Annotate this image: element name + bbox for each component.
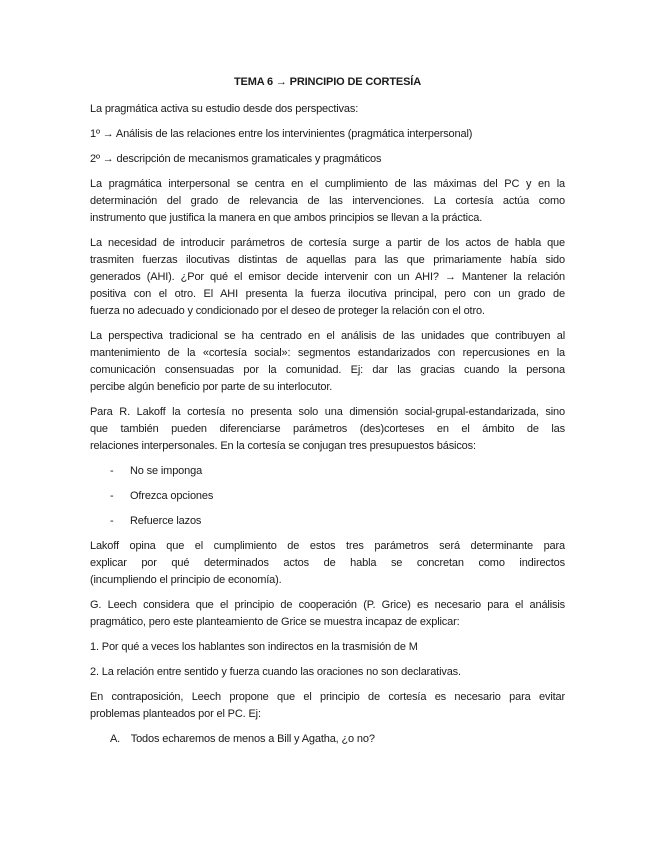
text-line: La pragmática interpersonal se centra en el cumplimiento de las máximas del PC y en la xyxy=(90,178,565,190)
text-line: problemas planteados por el PC. Ej: xyxy=(90,708,261,720)
text-line: La perspectiva tradicional se ha centrado en el análisis de las unidades que contribuyen al xyxy=(90,330,565,342)
bullet-marker: - xyxy=(110,515,114,527)
paragraph-interpersonal xyxy=(90,176,565,227)
paragraph-leech xyxy=(90,597,565,631)
text-line: La necesidad de introducir parámetros de cortesía surge a partir de los actos de habla que xyxy=(90,237,565,249)
paragraph-tradicional xyxy=(90,328,565,396)
text-line: explicar por qué determinados actos de habla se concretan como indirectos xyxy=(90,557,565,569)
paragraph-lakoff xyxy=(90,404,565,455)
text-line: que también pueden diferenciarse parámetros (des)corteses en el ámbito de las xyxy=(90,423,565,435)
text-line: generados (AHI). ¿Por qué el emisor decide intervenir con un AHI? → Mantener la relación xyxy=(90,271,565,283)
bullet-list xyxy=(90,463,565,530)
text-line: comunicación consensuadas por la comunidad. Ej: dar las gracias cuando la persona xyxy=(90,364,565,376)
text-line: instrumento que justifica la manera en que ambos principios se llevan a la práctica. xyxy=(90,212,483,224)
intro-paragraph: La pragmática activa su estudio desde dos perspectivas: xyxy=(90,103,359,115)
text-line: determinación del grado de relevancia de las intervenciones. La cortesía actúa como xyxy=(90,195,565,207)
text-line: En contraposición, Leech propone que el principio de cortesía es necesario para evitar xyxy=(90,691,565,703)
text-line: positiva con el otro. El AHI presenta la fuerza ilocutiva principal, pero con un grado de xyxy=(90,288,565,300)
numbered-item-2: 2. La relación entre sentido y fuerza cuando las oraciones no son declarativas. xyxy=(90,666,461,678)
text-line: Lakoff opina que el cumplimiento de estos tres parámetros será determinante para xyxy=(90,540,565,552)
list-item-text: Ofrezca opciones xyxy=(130,490,214,502)
text-line: (incumpliendo el principio de economía). xyxy=(90,574,282,586)
text-line: G. Leech considera que el principio de cooperación (P. Grice) es necesario para el análisis xyxy=(90,599,565,611)
text-line: Para R. Lakoff la cortesía no presenta solo una dimensión social-grupal-estandarizada, sino xyxy=(90,406,565,418)
example-label: A. xyxy=(110,733,121,745)
page-title: TEMA 6 → PRINCIPIO DE CORTESÍA xyxy=(233,76,421,88)
text-line: fuerza no adecuado y condicionado por el deseo de proteger la relación con el otro. xyxy=(90,305,485,317)
text-line: mantenimiento de la «cortesía social»: segmentos estandarizados con repercusiones en la xyxy=(90,347,565,359)
text-line: percibe algún beneficio por parte de su interlocutor. xyxy=(90,381,333,393)
list-item-text: Refuerce lazos xyxy=(130,515,202,527)
text-line: trasmiten fuerzas ilocutivas distintas de aquellas para las que primariamente había sido xyxy=(90,254,565,266)
perspective-2: 2º → descripción de mecanismos gramaticales y pragmáticos xyxy=(90,153,382,165)
example-text: Todos echaremos de menos a Bill y Agatha, ¿o no? xyxy=(130,733,375,745)
bullet-marker: - xyxy=(110,490,114,502)
numbered-item-1: 1. Por qué a veces los hablantes son indirectos en la trasmisión de M xyxy=(90,641,418,653)
perspective-1: 1º → Análisis de las relaciones entre los intervinientes (pragmática interpersonal) xyxy=(90,128,473,140)
list-item xyxy=(90,513,565,530)
paragraph-necesidad xyxy=(90,235,565,320)
text-line: pragmático, pero este planteamiento de Grice se muestra incapaz de explicar: xyxy=(90,616,460,628)
example-item xyxy=(90,731,565,748)
list-item xyxy=(90,488,565,505)
paragraph-contraposicion xyxy=(90,689,565,723)
list-item xyxy=(90,463,565,480)
bullet-marker: - xyxy=(110,465,114,477)
paragraph-lakoff-opina xyxy=(90,538,565,589)
text-line: relaciones interpersonales. En la cortesía se conjugan tres presupuestos básicos: xyxy=(90,440,476,452)
list-item-text: No se imponga xyxy=(130,465,203,477)
